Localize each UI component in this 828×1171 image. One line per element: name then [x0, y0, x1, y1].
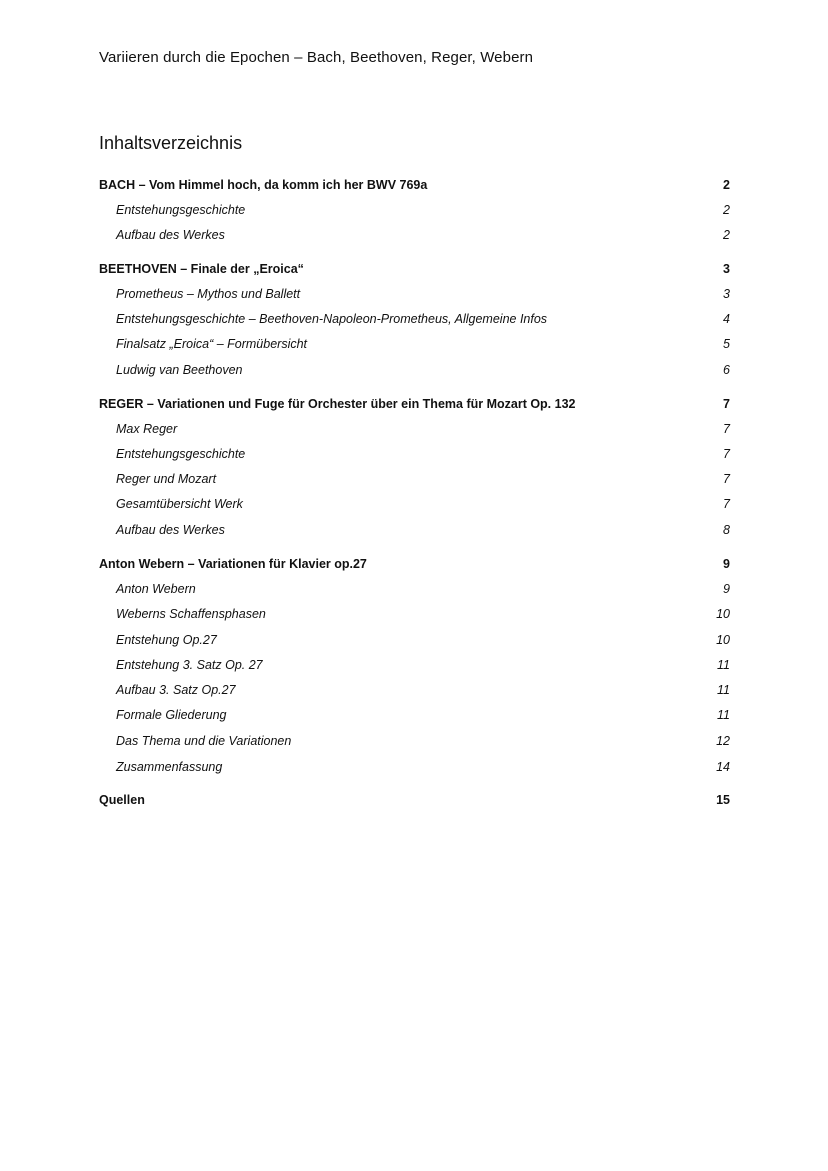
toc-entry-page: 4 [723, 312, 730, 326]
toc-entry-page: 15 [716, 793, 730, 807]
toc-entry-page: 11 [717, 658, 730, 672]
toc-entry-label: Zusammenfassung [116, 760, 223, 774]
toc-entry-page: 12 [716, 734, 730, 748]
toc-entry-reger-aufbau[interactable] [99, 521, 730, 539]
toc-entry-label: Das Thema und die Variationen [116, 734, 292, 748]
page-header: Variieren durch die Epochen – Bach, Beethoven, Reger, Webern [99, 49, 534, 66]
toc-entry-label: Prometheus – Mythos und Ballett [116, 287, 301, 301]
toc-entry-label: Anton Webern [116, 582, 196, 596]
toc-entry-bach-entstehung[interactable] [99, 201, 730, 219]
toc-entry-max-reger[interactable] [99, 420, 730, 438]
toc-entry-schaffensphasen[interactable] [99, 605, 730, 623]
toc-entry-label: Aufbau 3. Satz Op.27 [116, 683, 236, 697]
toc-entry-page: 7 [723, 497, 730, 511]
toc-entry-beethoven[interactable] [99, 260, 730, 278]
toc-entry-ludwig[interactable] [99, 361, 730, 379]
toc-entry-webern[interactable] [99, 555, 730, 573]
toc-entry-page: 7 [723, 447, 730, 461]
toc-entry-label: Entstehungsgeschichte [116, 203, 246, 217]
toc-entry-label: BEETHOVEN – Finale der „Eroica“ [99, 262, 304, 276]
toc-entry-zusammenfassung[interactable] [99, 758, 730, 776]
toc-entry-label: REGER – Variationen und Fuge für Orchester über ein Thema für Mozart Op. 132 [99, 397, 576, 411]
toc-entry-page: 9 [723, 557, 730, 571]
toc-entry-label: Gesamtübersicht Werk [116, 497, 243, 511]
toc-entry-prometheus[interactable] [99, 285, 730, 303]
toc-entry-page: 10 [716, 633, 730, 647]
toc-entry-label: Aufbau des Werkes [116, 228, 225, 242]
toc-entry-aufbau-3-satz[interactable] [99, 681, 730, 699]
toc-entry-page: 2 [723, 178, 730, 192]
toc-entry-bach[interactable] [99, 176, 730, 194]
toc-entry-reger[interactable] [99, 395, 730, 413]
toc-entry-label: Aufbau des Werkes [116, 523, 225, 537]
toc-entry-page: 3 [723, 262, 730, 276]
toc-entry-anton-webern[interactable] [99, 580, 730, 598]
toc-entry-label: Ludwig van Beethoven [116, 363, 243, 377]
toc-entry-thema-variationen[interactable] [99, 732, 730, 750]
toc-entry-page: 11 [717, 708, 730, 722]
toc-entry-page: 5 [723, 337, 730, 351]
toc-title: Inhaltsverzeichnis [99, 133, 243, 153]
toc-entry-page: 8 [723, 523, 730, 537]
toc-entry-label: Entstehungsgeschichte [116, 447, 246, 461]
toc-entry-finalsatz[interactable] [99, 335, 730, 353]
toc-entry-label: Anton Webern – Variationen für Klavier op.27 [99, 557, 367, 571]
toc-entry-page: 10 [716, 607, 730, 621]
toc-entry-beethoven-entstehung[interactable] [99, 310, 730, 328]
toc-entry-label: BACH – Vom Himmel hoch, da komm ich her BWV 769a [99, 178, 428, 192]
toc-entry-reger-mozart[interactable] [99, 470, 730, 488]
toc-entry-label: Formale Gliederung [116, 708, 227, 722]
toc-entry-label: Weberns Schaffensphasen [116, 607, 266, 621]
toc-entry-label: Entstehung 3. Satz Op. 27 [116, 658, 263, 672]
toc-entry-label: Reger und Mozart [116, 472, 217, 486]
toc-entry-label: Max Reger [116, 422, 178, 436]
toc-entry-entstehung-op27[interactable] [99, 631, 730, 649]
toc-entry-gesamtuebersicht[interactable] [99, 495, 730, 513]
toc-entry-quellen[interactable] [99, 791, 730, 809]
toc-entry-page: 7 [723, 422, 730, 436]
toc-entry-page: 2 [723, 203, 730, 217]
toc-entry-page: 6 [723, 363, 730, 377]
toc-entry-bach-aufbau[interactable] [99, 226, 730, 244]
toc-entry-label: Quellen [99, 793, 145, 807]
toc-entry-page: 14 [716, 760, 730, 774]
toc-entry-page: 7 [723, 397, 730, 411]
toc-entry-page: 7 [723, 472, 730, 486]
toc-entry-label: Entstehungsgeschichte – Beethoven-Napoleon-Prometheus, Allgemeine Infos [116, 312, 548, 326]
toc-entry-page: 11 [717, 683, 730, 697]
toc-entry-formale-gliederung[interactable] [99, 706, 730, 724]
toc-entry-reger-entstehung[interactable] [99, 445, 730, 463]
toc-entry-entstehung-3-satz[interactable] [99, 656, 730, 674]
toc-entry-page: 3 [723, 287, 730, 301]
toc-entry-label: Finalsatz „Eroica“ – Formübersicht [116, 337, 308, 351]
toc-entry-page: 9 [723, 582, 730, 596]
toc-entry-page: 2 [723, 228, 730, 242]
toc-entry-label: Entstehung Op.27 [116, 633, 217, 647]
